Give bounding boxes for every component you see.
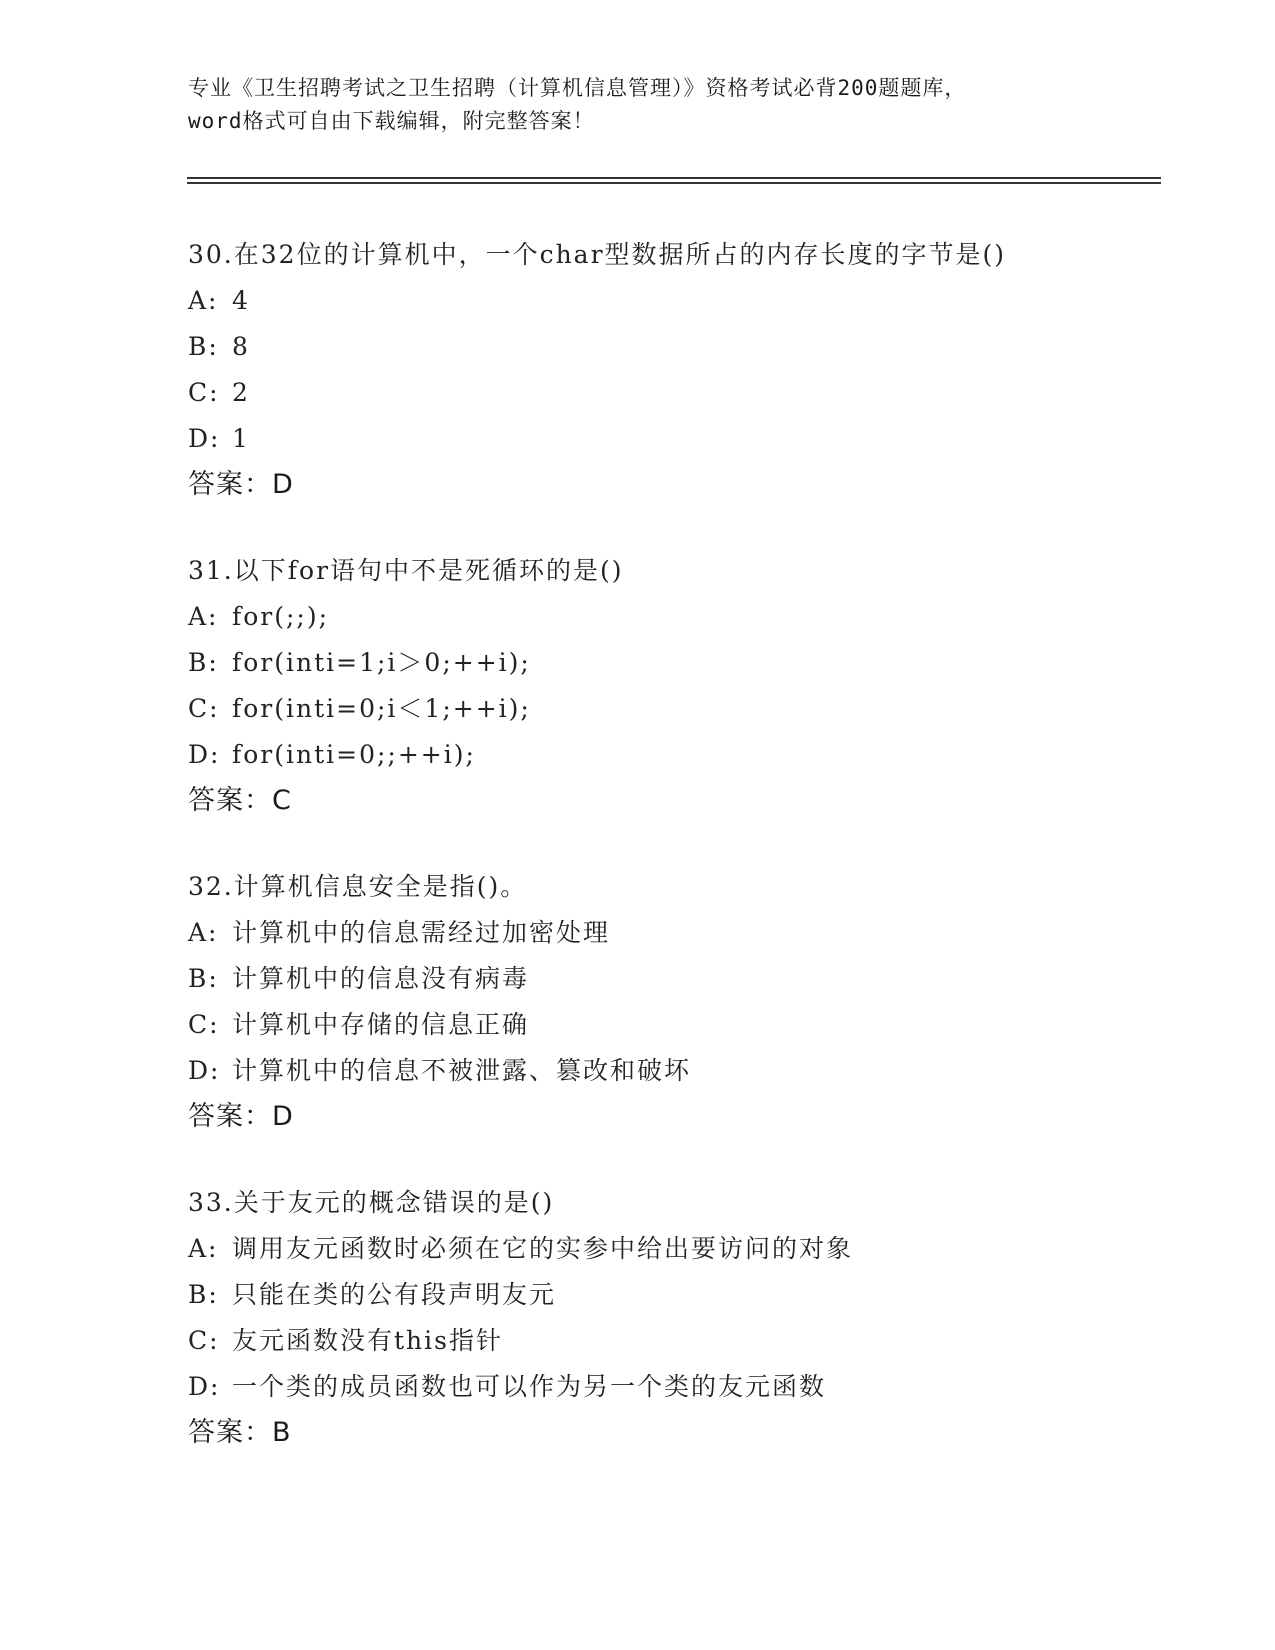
option-c bbox=[188, 1318, 1148, 1364]
option-text: 计算机中存储的信息正确 bbox=[232, 1010, 530, 1039]
option-text: 1 bbox=[232, 424, 250, 453]
option-text: 计算机中的信息不被泄露、篡改和破坏 bbox=[232, 1056, 692, 1085]
option-text: 计算机中的信息需经过加密处理 bbox=[232, 918, 611, 947]
option-d bbox=[188, 1364, 1148, 1410]
option-text: 友元函数没有this指针 bbox=[232, 1326, 503, 1355]
option-c bbox=[188, 686, 1148, 732]
option-a bbox=[188, 910, 1148, 956]
option-key: C: bbox=[188, 1010, 220, 1039]
option-key: D: bbox=[188, 740, 221, 769]
option-text: for(inti=0;;++i); bbox=[232, 740, 476, 769]
option-text: 计算机中的信息没有病毒 bbox=[232, 964, 530, 993]
option-d bbox=[188, 416, 1148, 462]
option-key: D: bbox=[188, 424, 221, 453]
option-text: for(inti=1;i＞0;++i); bbox=[232, 648, 531, 677]
option-text: 一个类的成员函数也可以作为另一个类的友元函数 bbox=[232, 1372, 827, 1401]
option-key: B: bbox=[188, 332, 219, 361]
header-title-line-1: 专业《卫生招聘考试之卫生招聘（计算机信息管理）》资格考试必背200题题库， bbox=[188, 76, 967, 100]
option-text: 调用友元函数时必须在它的实参中给出要访问的对象 bbox=[232, 1234, 854, 1263]
option-b bbox=[188, 324, 1148, 370]
option-text: 8 bbox=[232, 332, 250, 361]
option-a bbox=[188, 1226, 1148, 1272]
answer: 答案：B bbox=[188, 1417, 292, 1448]
option-c bbox=[188, 1002, 1148, 1048]
header-title-line-2: word格式可自由下载编辑，附完整答案！ bbox=[188, 109, 595, 133]
option-key: B: bbox=[188, 1280, 219, 1309]
option-key: C: bbox=[188, 378, 220, 407]
question-stem: 31.以下for语句中不是死循环的是() bbox=[188, 556, 624, 585]
option-d bbox=[188, 732, 1148, 778]
option-b bbox=[188, 1272, 1148, 1318]
option-text: for(inti=0;i＜1;++i); bbox=[232, 694, 531, 723]
question-list bbox=[188, 232, 1148, 1496]
option-text: 2 bbox=[232, 378, 250, 407]
option-key: C: bbox=[188, 694, 220, 723]
question-stem: 32.计算机信息安全是指()。 bbox=[188, 872, 528, 901]
option-key: A: bbox=[188, 602, 219, 631]
answer: 答案：D bbox=[188, 1101, 294, 1132]
question-31 bbox=[188, 548, 1148, 824]
option-key: D: bbox=[188, 1372, 221, 1401]
option-b bbox=[188, 640, 1148, 686]
option-key: D: bbox=[188, 1056, 221, 1085]
option-key: C: bbox=[188, 1326, 220, 1355]
option-text: for(;;); bbox=[232, 602, 330, 631]
header-divider-top bbox=[187, 177, 1161, 179]
option-c bbox=[188, 370, 1148, 416]
question-33 bbox=[188, 1180, 1148, 1456]
answer: 答案：C bbox=[188, 785, 292, 816]
header-divider-bottom bbox=[187, 182, 1161, 184]
option-b bbox=[188, 956, 1148, 1002]
question-30 bbox=[188, 232, 1148, 508]
question-stem: 30.在32位的计算机中，一个char型数据所占的内存长度的字节是() bbox=[188, 240, 1007, 269]
option-key: B: bbox=[188, 648, 219, 677]
option-key: A: bbox=[188, 918, 219, 947]
option-d bbox=[188, 1048, 1148, 1094]
option-a bbox=[188, 594, 1148, 640]
question-stem: 33.关于友元的概念错误的是() bbox=[188, 1188, 555, 1217]
option-key: A: bbox=[188, 286, 219, 315]
document-header bbox=[188, 72, 1088, 138]
option-text: 4 bbox=[232, 286, 250, 315]
option-key: B: bbox=[188, 964, 219, 993]
option-key: A: bbox=[188, 1234, 219, 1263]
option-text: 只能在类的公有段声明友元 bbox=[232, 1280, 557, 1309]
option-a bbox=[188, 278, 1148, 324]
question-32 bbox=[188, 864, 1148, 1140]
answer: 答案：D bbox=[188, 469, 294, 500]
